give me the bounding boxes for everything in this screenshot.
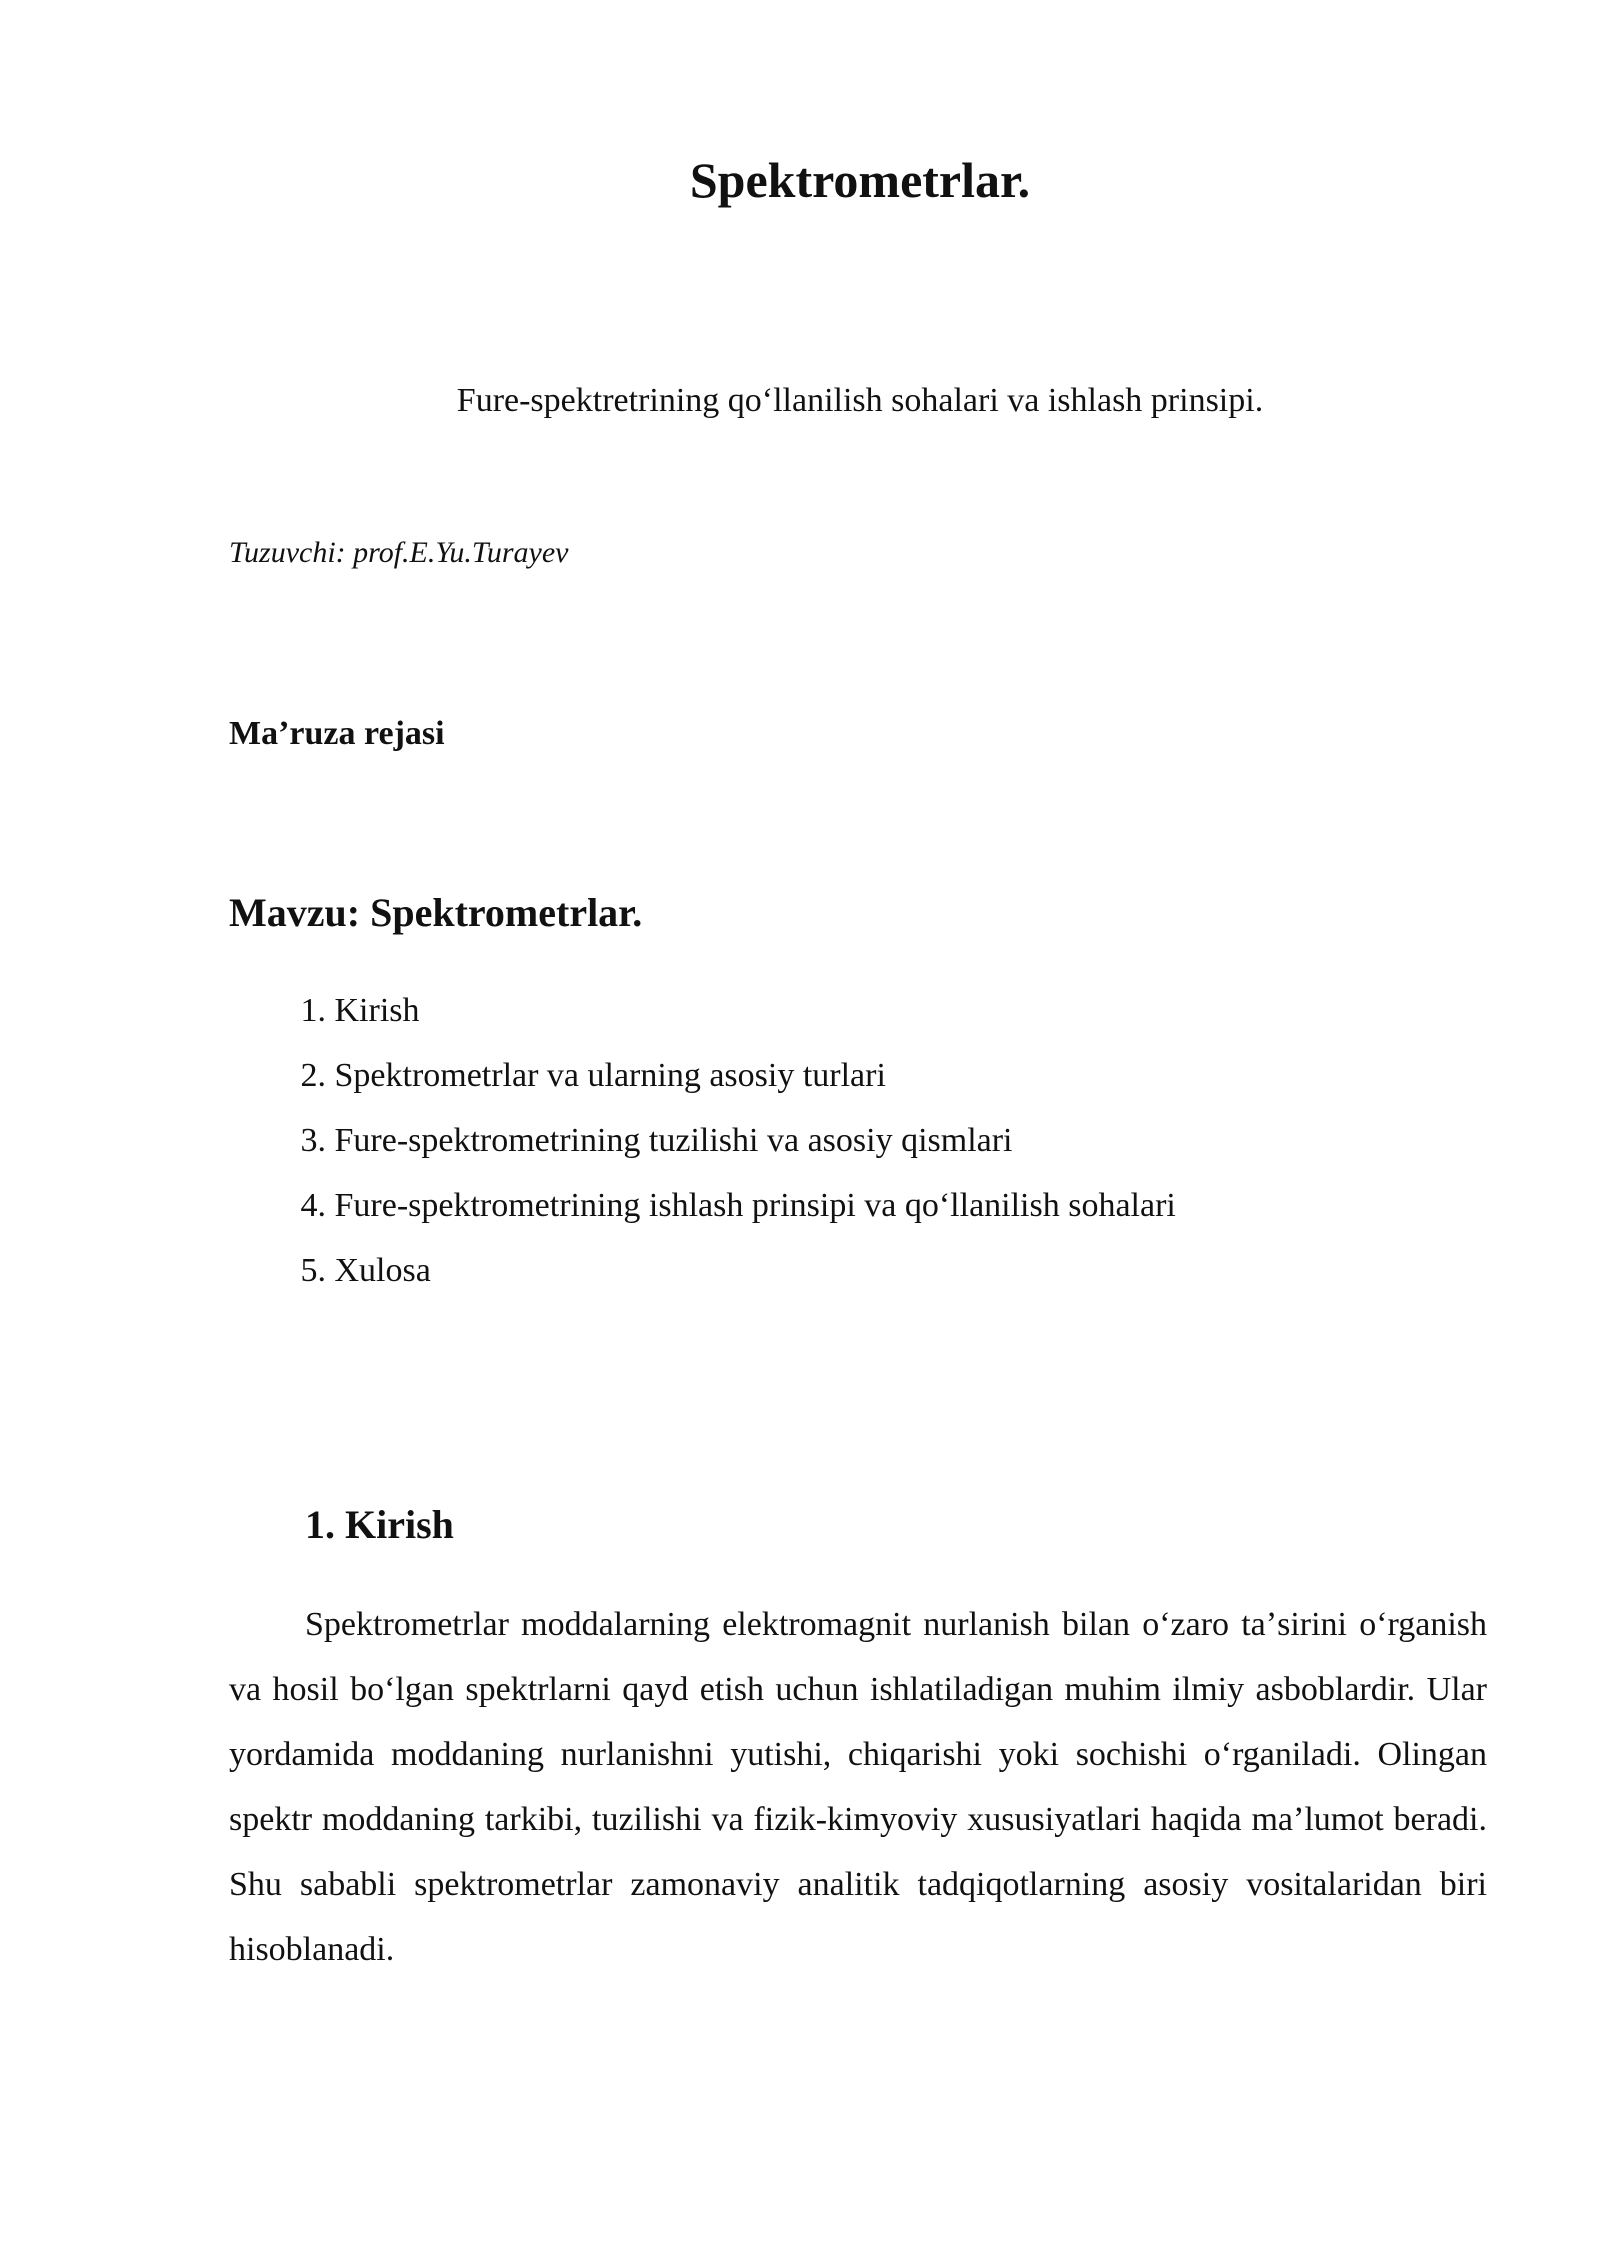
outline-item <box>270 1173 1176 1238</box>
outline-item <box>270 1108 1176 1173</box>
outline-item-text: Spektrometrlar va ularning asosiy turlari <box>334 1057 886 1094</box>
section-heading: 1. Kirish <box>305 1502 454 1547</box>
outline-item-number: 5. <box>300 1252 326 1289</box>
outline-item-text: Fure-spektrometrining tuzilishi va asosiy qismlari <box>334 1122 1013 1159</box>
author-line: Tuzuvchi: prof.E.Yu.Turayev <box>229 536 569 569</box>
outline-item-text: Kirish <box>334 992 420 1029</box>
body-paragraph: Spektrometrlar moddalarning elektromagnit nurlanish bilan oʻzaro taʼsirini oʻrganish va hosil boʻlgan spektrlarni qayd etish uchun ishlatiladigan muhim ilmiy asboblardir. Ular yordamida moddaning nurlanishni yutishi, chiqarishi yoki sochishi oʻrganiladi. Olingan spektr moddaning tarkibi, tuzilishi va fizik-kimyoviy xususiyatlari haqida maʼlumot beradi. Shu sababli spektrometrlar zamonaviy analitik tadqiqotlarning asosiy vositalaridan biri hisoblanadi. <box>229 1606 1487 1968</box>
outline-item-number: 4. <box>300 1187 326 1224</box>
topic-heading: Mavzu: Spektrometrlar. <box>229 890 643 935</box>
outline-item-text: Fure-spektrometrining ishlash prinsipi va qoʻllanilish sohalari <box>334 1187 1176 1224</box>
outline-item <box>270 1238 1176 1303</box>
document-title: Spektrometrlar. <box>689 152 1031 208</box>
outline-item <box>270 1043 1176 1108</box>
outline-item-number: 3. <box>300 1122 326 1159</box>
outline-item-number: 1. <box>300 992 326 1029</box>
outline-item-number: 2. <box>300 1057 326 1094</box>
outline-item <box>270 978 1176 1043</box>
outline-item-text: Xulosa <box>334 1252 431 1289</box>
lecture-plan-heading: Maʼruza rejasi <box>229 715 445 752</box>
outline-list <box>270 978 1176 1303</box>
document-subtitle: Fure-spektretrining qoʻllanilish sohalari va ishlash prinsipi. <box>456 382 1264 419</box>
